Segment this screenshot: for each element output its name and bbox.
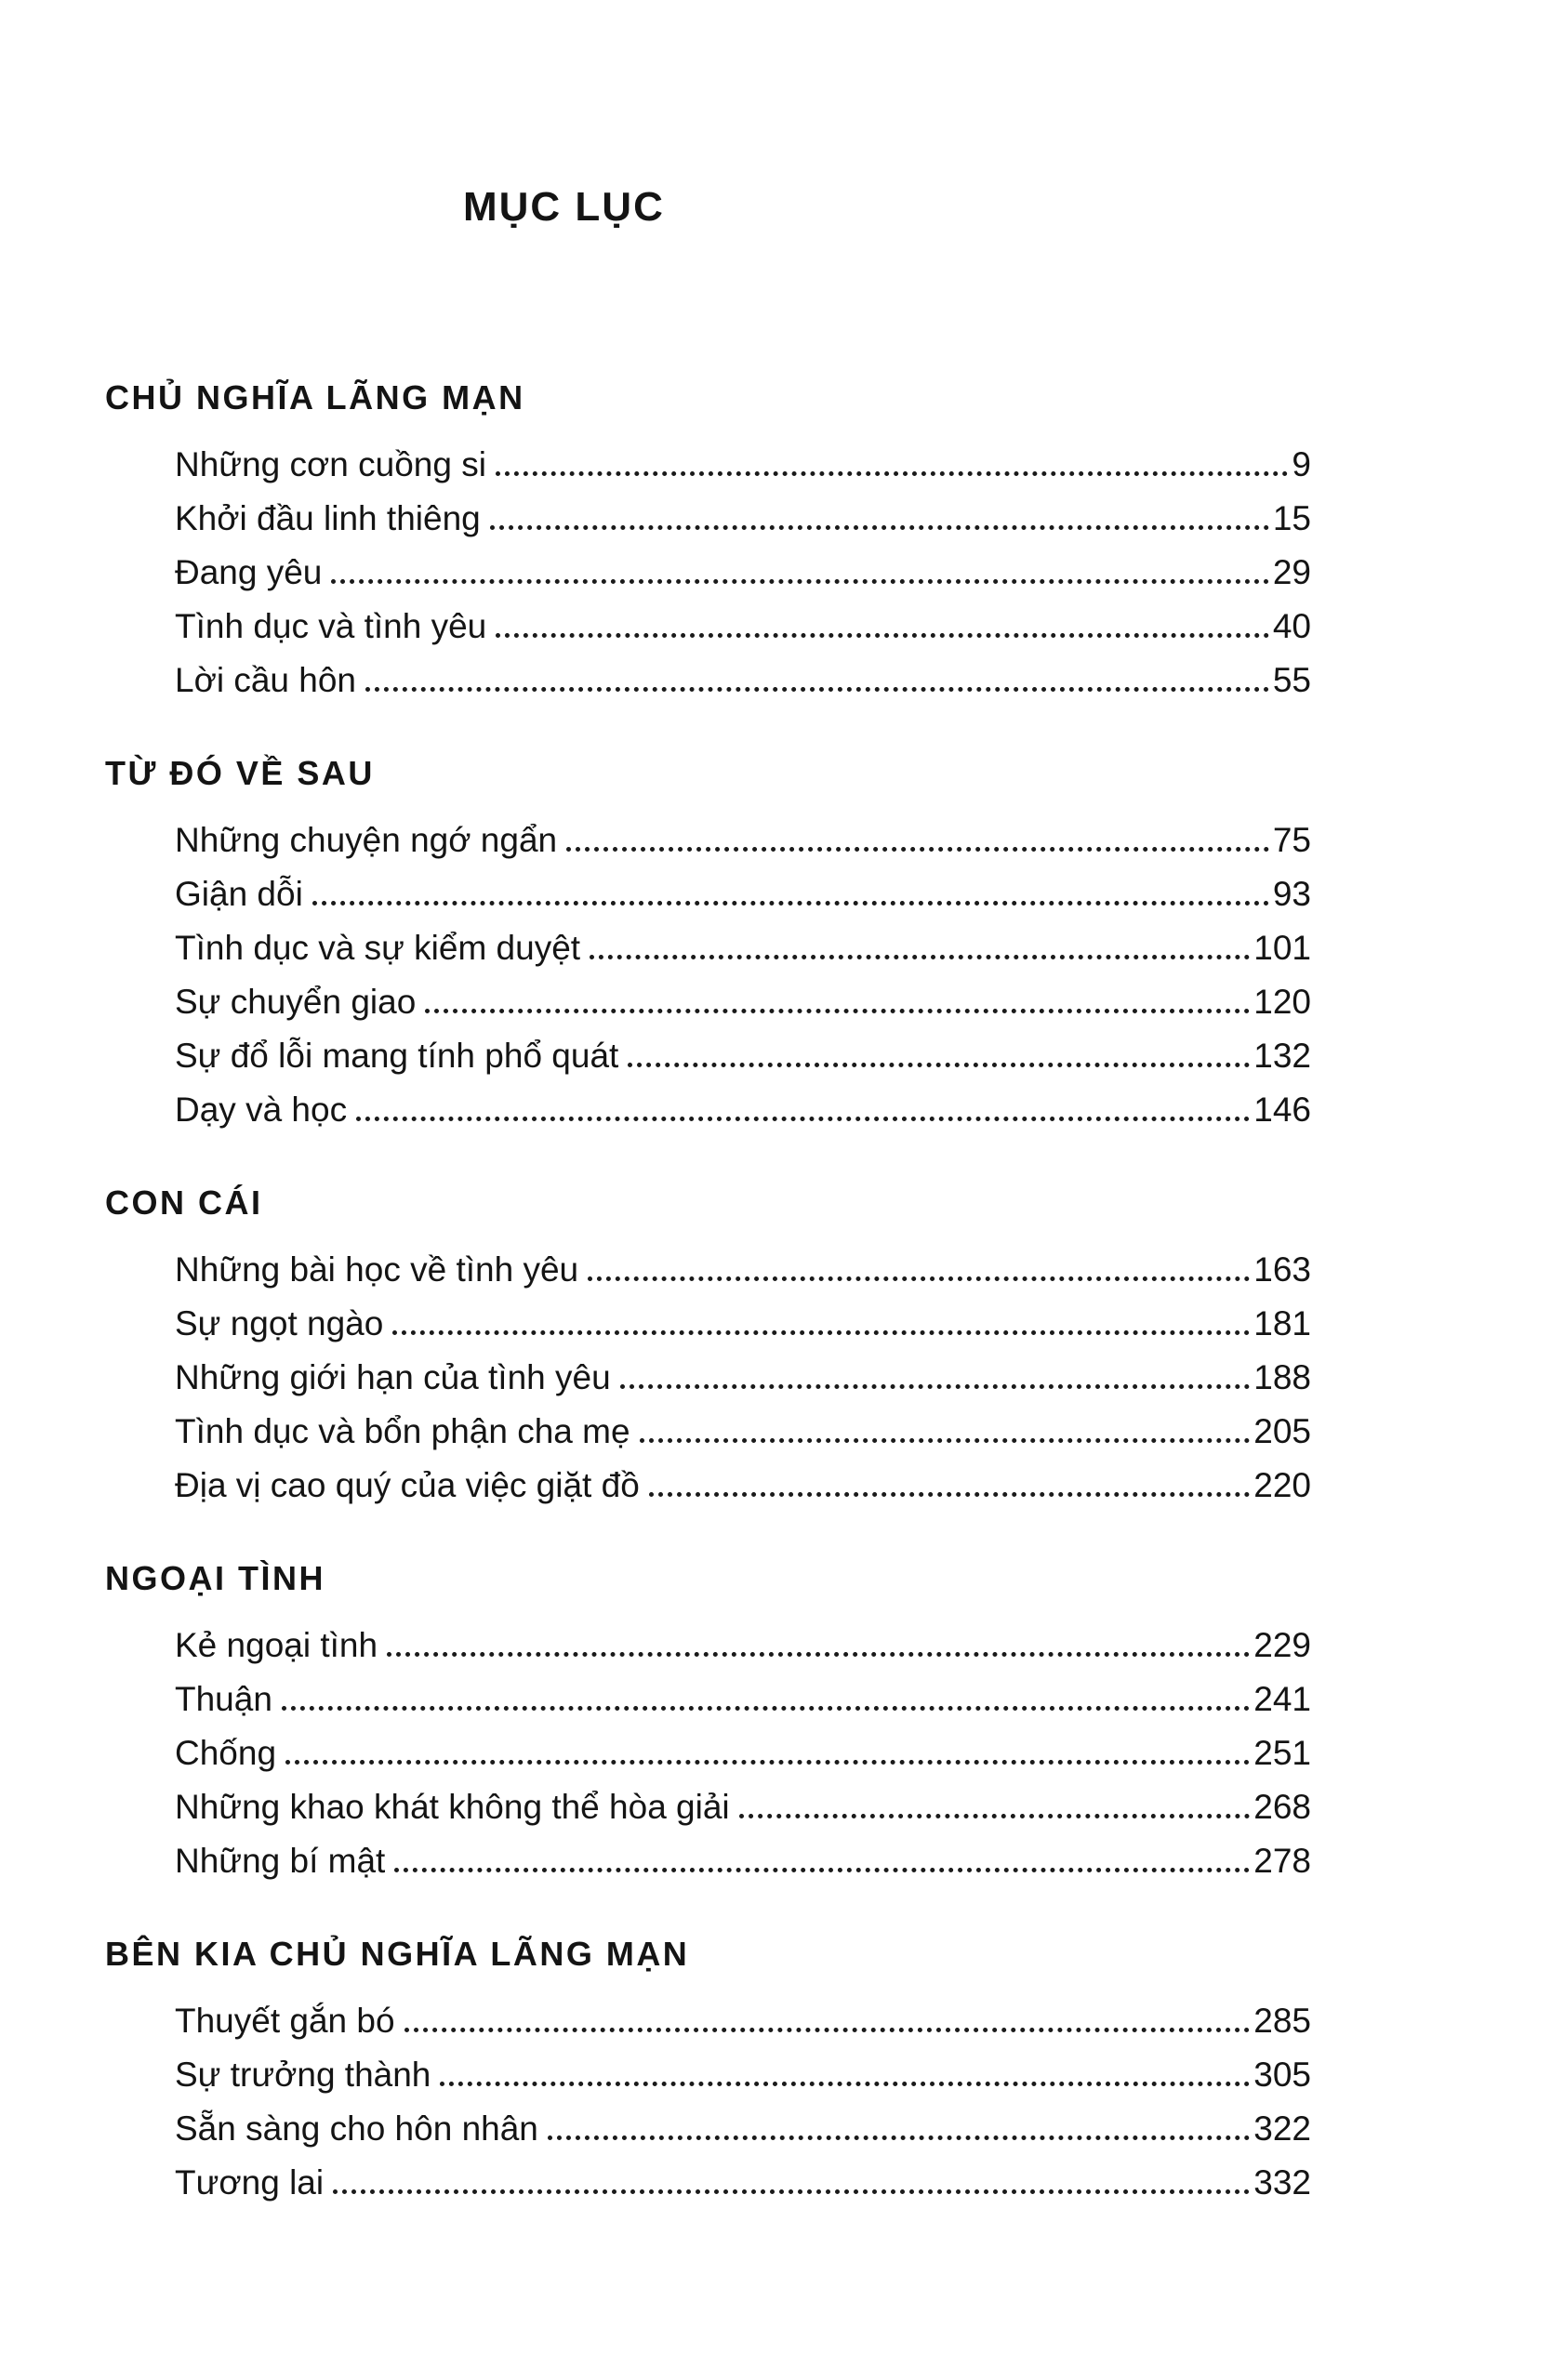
entry-page-number: 305 (1253, 2056, 1311, 2094)
dotted-leader (496, 633, 1269, 638)
dotted-leader (425, 1009, 1250, 1013)
toc-section (105, 371, 1311, 707)
entry-title: Kẻ ngoại tình (175, 1626, 378, 1664)
entry-page-number: 220 (1253, 1466, 1311, 1504)
section-heading: TỪ ĐÓ VỀ SAU (105, 754, 375, 792)
toc-entry (105, 546, 1311, 600)
entry-page-number: 251 (1253, 1734, 1311, 1772)
entry-title: Sự chuyển giao (175, 983, 417, 1021)
entry-title: Những chuyện ngớ ngẩn (175, 821, 558, 859)
toc-entry (105, 2102, 1311, 2156)
dotted-leader (392, 1330, 1250, 1335)
dotted-leader (496, 471, 1288, 476)
toc-entry (105, 867, 1311, 921)
entry-page-number: 278 (1253, 1842, 1311, 1880)
toc-entry (105, 1834, 1311, 1888)
toc-entry (105, 1673, 1311, 1726)
entry-page-number: 40 (1272, 607, 1311, 645)
dotted-leader (285, 1760, 1250, 1765)
entry-page-number: 332 (1253, 2163, 1311, 2202)
entry-page-number: 132 (1253, 1037, 1311, 1075)
section-heading: CHỦ NGHĨA LÃNG MẠN (105, 378, 525, 416)
toc-entry (105, 600, 1311, 654)
entry-page-number: 285 (1253, 2002, 1311, 2040)
toc-section (105, 1176, 1311, 1513)
entry-title: Thuận (175, 1680, 272, 1718)
entry-title: Những khao khát không thể hòa giải (175, 1788, 730, 1826)
toc-entry (105, 975, 1311, 1029)
entry-title: Sự đổ lỗi mang tính phổ quát (175, 1037, 619, 1075)
dotted-leader (628, 1063, 1250, 1067)
dotted-leader (440, 2082, 1250, 2086)
toc-section (105, 1552, 1311, 1888)
toc-entry (105, 1083, 1311, 1137)
entry-title: Tình dục và bổn phận cha mẹ (175, 1412, 630, 1450)
entry-title: Đang yêu (175, 553, 323, 591)
entry-page-number: 55 (1272, 661, 1311, 699)
toc-entry (105, 921, 1311, 975)
entry-title: Địa vị cao quý của việc giặt đồ (175, 1466, 640, 1504)
entry-page-number: 229 (1253, 1626, 1311, 1664)
page-title: MỤC LỤC (463, 184, 665, 230)
dotted-leader (548, 2135, 1250, 2140)
toc-entry (105, 1243, 1311, 1297)
entry-page-number: 268 (1253, 1788, 1311, 1826)
dotted-leader (312, 901, 1269, 906)
toc-entry (105, 1029, 1311, 1083)
entry-page-number: 205 (1253, 1412, 1311, 1450)
dotted-leader (566, 847, 1269, 852)
toc-entry (105, 1351, 1311, 1405)
entry-page-number: 163 (1253, 1250, 1311, 1289)
dotted-leader (404, 2028, 1251, 2032)
dotted-leader (282, 1706, 1250, 1711)
toc-entry (105, 1619, 1311, 1673)
entry-page-number: 241 (1253, 1680, 1311, 1718)
entry-page-number: 322 (1253, 2109, 1311, 2148)
section-heading: BÊN KIA CHỦ NGHĨA LÃNG MẠN (105, 1935, 690, 1973)
dotted-leader (333, 2189, 1250, 2194)
entry-title: Sự ngọt ngào (175, 1304, 384, 1342)
entry-title: Khởi đầu linh thiêng (175, 499, 481, 537)
entry-title: Thuyết gắn bó (175, 2002, 395, 2040)
entry-title: Những bí mật (175, 1842, 386, 1880)
entry-page-number: 101 (1253, 929, 1311, 967)
entry-title: Chống (175, 1734, 277, 1772)
toc-entry (105, 1297, 1311, 1351)
dotted-leader (365, 687, 1269, 692)
toc-entry (105, 2156, 1311, 2210)
entry-page-number: 120 (1253, 983, 1311, 1021)
toc-entry (105, 492, 1311, 546)
entry-page-number: 93 (1272, 875, 1311, 913)
entry-title: Lời cầu hôn (175, 661, 357, 699)
dotted-leader (620, 1384, 1251, 1389)
dotted-leader (649, 1492, 1250, 1497)
toc-entry (105, 1780, 1311, 1834)
toc-entry (105, 1994, 1311, 2048)
entry-page-number: 15 (1272, 499, 1311, 537)
entry-page-number: 188 (1253, 1358, 1311, 1396)
dotted-leader (739, 1814, 1251, 1818)
toc-entry (105, 654, 1311, 707)
entry-page-number: 9 (1292, 445, 1311, 483)
toc-entry (105, 1405, 1311, 1459)
entry-title: Tình dục và tình yêu (175, 607, 487, 645)
dotted-leader (394, 1868, 1250, 1872)
dotted-leader (387, 1652, 1250, 1657)
dotted-leader (356, 1117, 1250, 1121)
dotted-leader (331, 579, 1268, 584)
entry-title: Những bài học về tình yêu (175, 1250, 579, 1289)
toc-entry (105, 2048, 1311, 2102)
section-heading: NGOẠI TÌNH (105, 1559, 325, 1597)
entry-title: Tương lai (175, 2163, 325, 2202)
toc-entry (105, 438, 1311, 492)
entry-title: Sẵn sàng cho hôn nhân (175, 2109, 538, 2148)
toc-entry (105, 1726, 1311, 1780)
entry-title: Giận dỗi (175, 875, 303, 913)
toc-section (105, 1927, 1311, 2210)
section-heading: CON CÁI (105, 1183, 263, 1222)
entry-title: Những giới hạn của tình yêu (175, 1358, 611, 1396)
toc-entry (105, 813, 1311, 867)
entry-page-number: 75 (1272, 821, 1311, 859)
table-of-contents (105, 371, 1311, 2210)
entry-title: Dạy và học (175, 1091, 348, 1129)
entry-title: Những cơn cuồng si (175, 445, 486, 483)
dotted-leader (590, 955, 1250, 959)
dotted-leader (640, 1438, 1251, 1443)
dotted-leader (588, 1276, 1250, 1281)
entry-page-number: 29 (1272, 553, 1311, 591)
entry-title: Sự trưởng thành (175, 2056, 431, 2094)
entry-title: Tình dục và sự kiểm duyệt (175, 929, 581, 967)
entry-page-number: 146 (1253, 1091, 1311, 1129)
dotted-leader (490, 525, 1269, 530)
entry-page-number: 181 (1253, 1304, 1311, 1342)
toc-entry (105, 1459, 1311, 1513)
toc-section (105, 747, 1311, 1137)
